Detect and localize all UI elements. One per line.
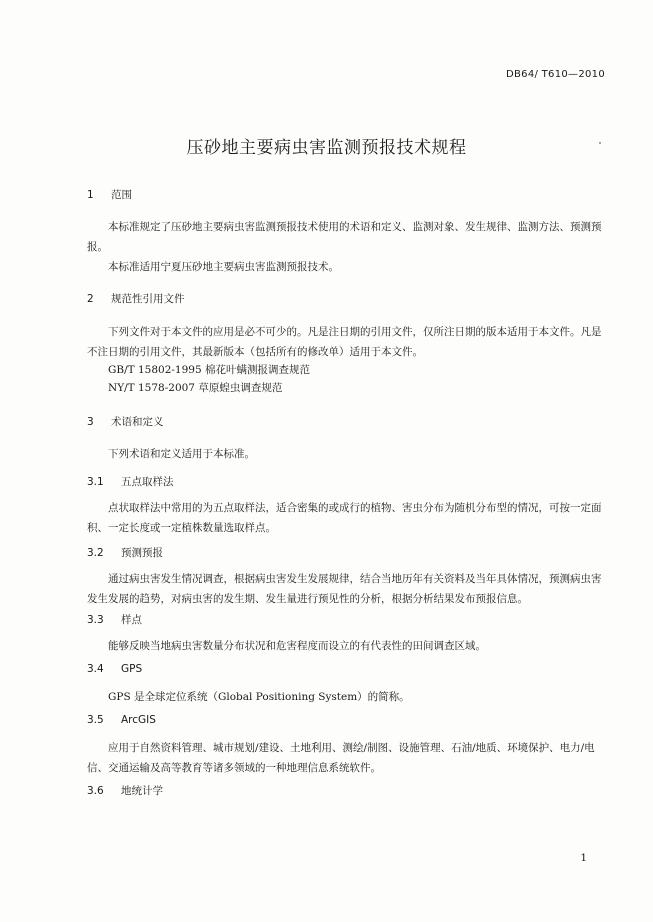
term-title: 样点 <box>121 614 142 626</box>
term-3-5-heading <box>87 714 156 726</box>
section-title: 范围 <box>111 189 132 201</box>
section-number: 3 <box>87 416 94 428</box>
term-title: 地统计学 <box>121 785 163 797</box>
term-title: GPS <box>121 663 143 675</box>
term-title: 预测预报 <box>121 547 163 559</box>
term-3-1-heading <box>87 474 174 489</box>
section-title: 术语和定义 <box>111 416 164 428</box>
term-number: 3.5 <box>87 714 104 726</box>
term-3-4-heading <box>87 663 142 675</box>
standard-code: DB64/ T610—2010 <box>506 69 605 80</box>
section-number: 1 <box>87 189 94 201</box>
section-2-heading <box>87 291 185 306</box>
term-number: 3.2 <box>87 547 104 559</box>
term-3-2-heading <box>87 545 163 560</box>
term-3-5-text: 应用于自然资料管理、城市规划/建设、土地利用、测绘/制图、设施管理、石油/地质、环境保护、电力/电信、交通运输及高等教育等诸多领域的一种地理信息系统软件。 <box>87 742 595 774</box>
term-3-4-text: GPS 是全球定位系统（Global Positioning System）的简称。 <box>108 691 410 703</box>
section-number: 2 <box>87 293 94 305</box>
section-2-paragraph-1: 下列文件对于本文件的应用是必不可少的。凡是注日期的引用文件，仅所注日期的版本适用于本文件。凡是不注日期的引用文件，其最新版本（包括所有的修改单）适用于本文件。 <box>87 326 602 358</box>
section-3-heading <box>87 414 164 429</box>
section-3-intro: 下列术语和定义适用于本标准。 <box>108 448 255 460</box>
term-3-3-text: 能够反映当地病虫害数量分布状况和危害程度而设立的有代表性的田间调查区域。 <box>108 640 486 652</box>
reference-item: GB/T 15802-1995 棉花叶螨测报调查规范 <box>108 364 310 376</box>
term-title: 五点取样法 <box>121 476 174 488</box>
term-3-3-heading <box>87 612 142 627</box>
page-number: 1 <box>580 852 587 864</box>
term-3-1-text: 点状取样法中常用的为五点取样法，适合密集的或成行的植物、害虫分布为随机分布型的情况，可按一定面积、一定长度或一定植株数量选取样点。 <box>87 502 602 534</box>
term-number: 3.1 <box>87 476 104 488</box>
term-title: ArcGIS <box>121 714 156 726</box>
section-1-paragraph-2: 本标准适用宁夏压砂地主要病虫害监测预报技术。 <box>108 261 339 273</box>
scan-speck <box>599 142 601 144</box>
term-number: 3.3 <box>87 614 104 626</box>
section-1-heading <box>87 187 132 202</box>
section-1-paragraph-1: 本标准规定了压砂地主要病虫害监测预报技术使用的术语和定义、监测对象、发生规律、监测方法、预测预报。 <box>87 221 602 253</box>
document-title: 压砂地主要病虫害监测预报技术规程 <box>186 138 467 158</box>
term-number: 3.6 <box>87 785 104 797</box>
reference-item: NY/T 1578-2007 草原蝗虫调查规范 <box>108 382 283 394</box>
term-3-6-heading <box>87 783 163 798</box>
section-title: 规范性引用文件 <box>111 293 185 305</box>
term-3-2-text: 通过病虫害发生情况调查，根据病虫害发生发展规律，结合当地历年有关资料及当年具体情况，预测病虫害发生发展的趋势，对病虫害的发生期、发生量进行预见性的分析，根据分析结果发布预报信息。 <box>87 573 602 605</box>
term-number: 3.4 <box>87 663 104 675</box>
